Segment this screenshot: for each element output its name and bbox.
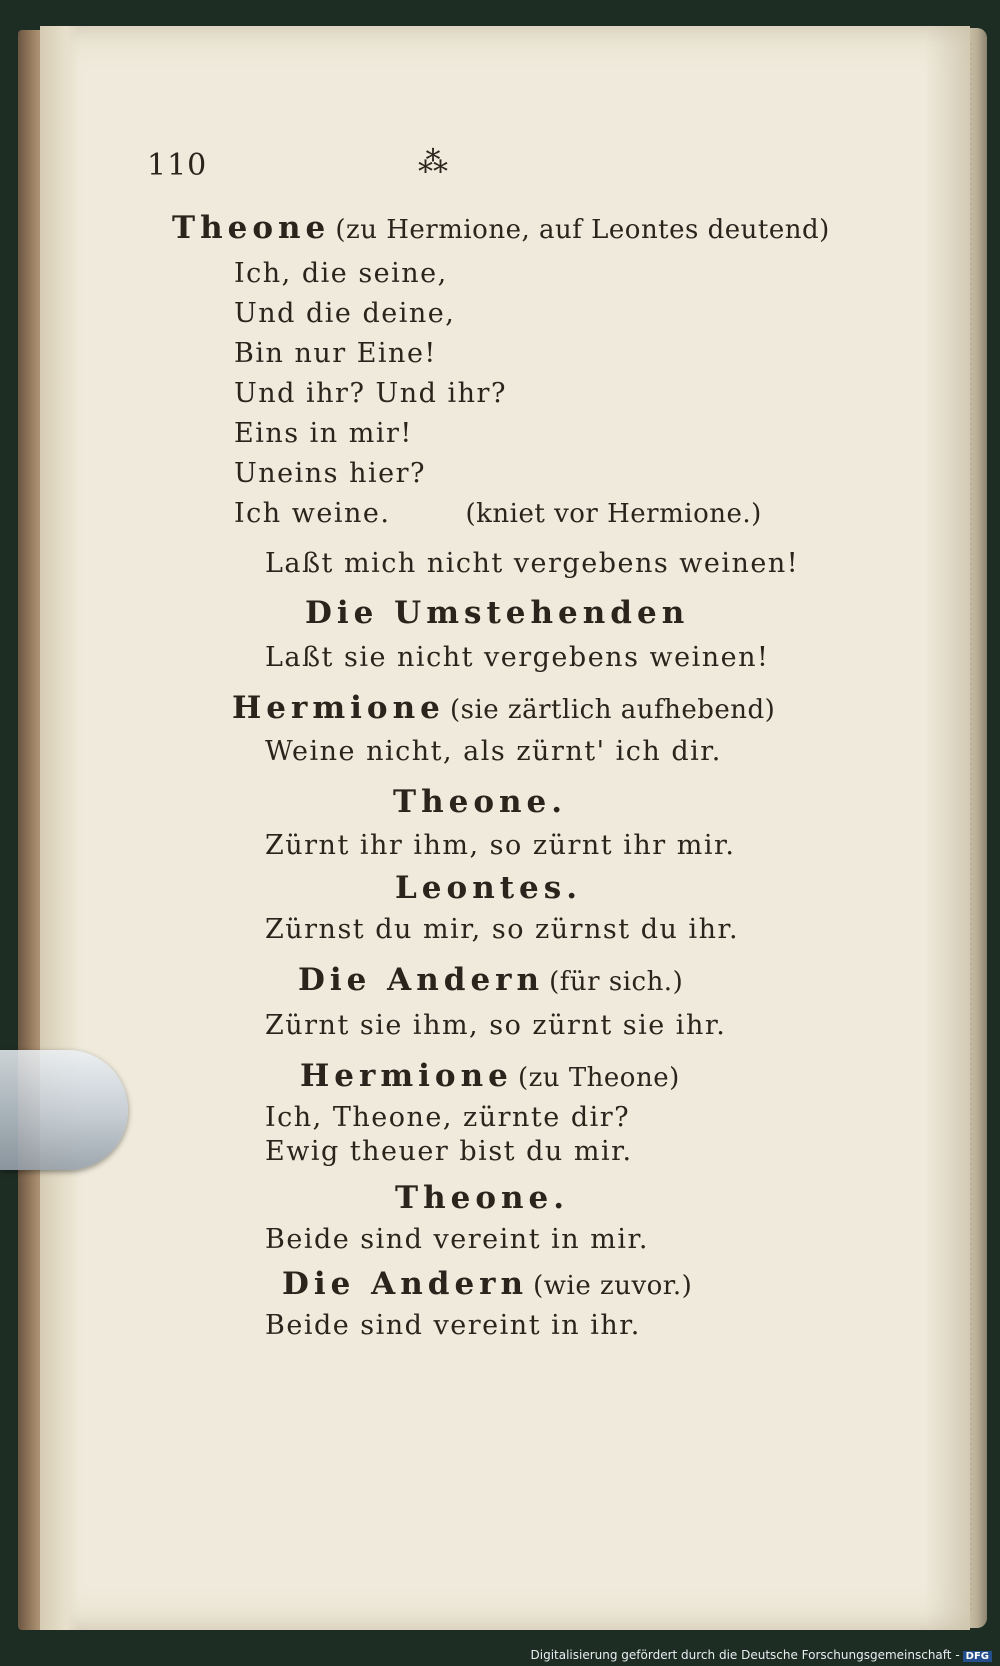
verse-line: Zürnst du mir, so zürnst du ihr.: [265, 914, 740, 945]
verse-line: Laßt mich nicht vergebens weinen!: [265, 548, 800, 579]
stage-direction: (sie zärtlich aufhebend): [449, 695, 776, 725]
page-gutter: [40, 26, 78, 1630]
speaker-name: Die Umstehenden: [305, 595, 690, 631]
verse-line: Beide sind vereint in ihr.: [265, 1310, 641, 1341]
verse-line: Eins in mir!: [234, 418, 413, 449]
verse-text: Ich weine.: [234, 498, 391, 529]
speaker-name: Die Andern: [298, 962, 545, 998]
verse-line: Ich, Theone, zürnte dir?: [265, 1102, 631, 1133]
stage-direction: (zu Theone): [517, 1063, 680, 1093]
speaker-name: Theone.: [395, 1180, 570, 1216]
verse-line: Zürnt sie ihm, so zürnt sie ihr.: [265, 1010, 727, 1041]
page-right-shade: [925, 26, 970, 1630]
speaker-name: Hermione: [232, 690, 445, 726]
speaker-line: [300, 1058, 680, 1094]
speaker-name: Hermione: [300, 1058, 513, 1094]
speaker-name: Leontes.: [395, 870, 583, 906]
verse-line: Ewig theuer bist du mir.: [265, 1136, 633, 1167]
header-ornament: ⁂: [418, 145, 458, 180]
verse-line: Ich, die seine,: [234, 258, 448, 289]
digitization-footer: [531, 1648, 993, 1662]
footer-text: Digitalisierung gefördert durch die Deutsche Forschungsgemeinschaft -: [530, 1648, 960, 1662]
verse-line: Und die deine,: [234, 298, 456, 329]
speaker-line: [172, 210, 830, 246]
verse-line: Laßt sie nicht vergebens weinen!: [265, 642, 770, 673]
page-clamp: [0, 1050, 128, 1170]
stage-direction: (zu Hermione, auf Leontes deutend): [335, 215, 830, 245]
book-page: [40, 26, 970, 1630]
speaker-line: [232, 690, 775, 726]
stage-direction: (für sich.): [549, 967, 684, 997]
stage-direction: (wie zuvor.): [533, 1271, 693, 1301]
speaker-line: [282, 1266, 692, 1302]
verse-line: Zürnt ihr ihm, so zürnt ihr mir.: [265, 830, 736, 861]
speaker-name: Die Andern: [282, 1266, 529, 1302]
stage-direction: (kniet vor Hermione.): [465, 499, 762, 529]
verse-line: Bin nur Eine!: [234, 338, 437, 369]
speaker-line: [298, 962, 683, 998]
verse-line: Uneins hier?: [234, 458, 426, 489]
speaker-name: Theone.: [393, 784, 568, 820]
dfg-logo: DFG: [963, 1651, 992, 1662]
verse-line: Weine nicht, als zürnt' ich dir.: [265, 736, 722, 767]
verse-line: Beide sind vereint in mir.: [265, 1224, 649, 1255]
page-number: 110: [147, 148, 208, 183]
verse-line-with-direction: [234, 498, 762, 529]
verse-line: Und ihr? Und ihr?: [234, 378, 507, 409]
speaker-name: Theone: [172, 210, 331, 246]
